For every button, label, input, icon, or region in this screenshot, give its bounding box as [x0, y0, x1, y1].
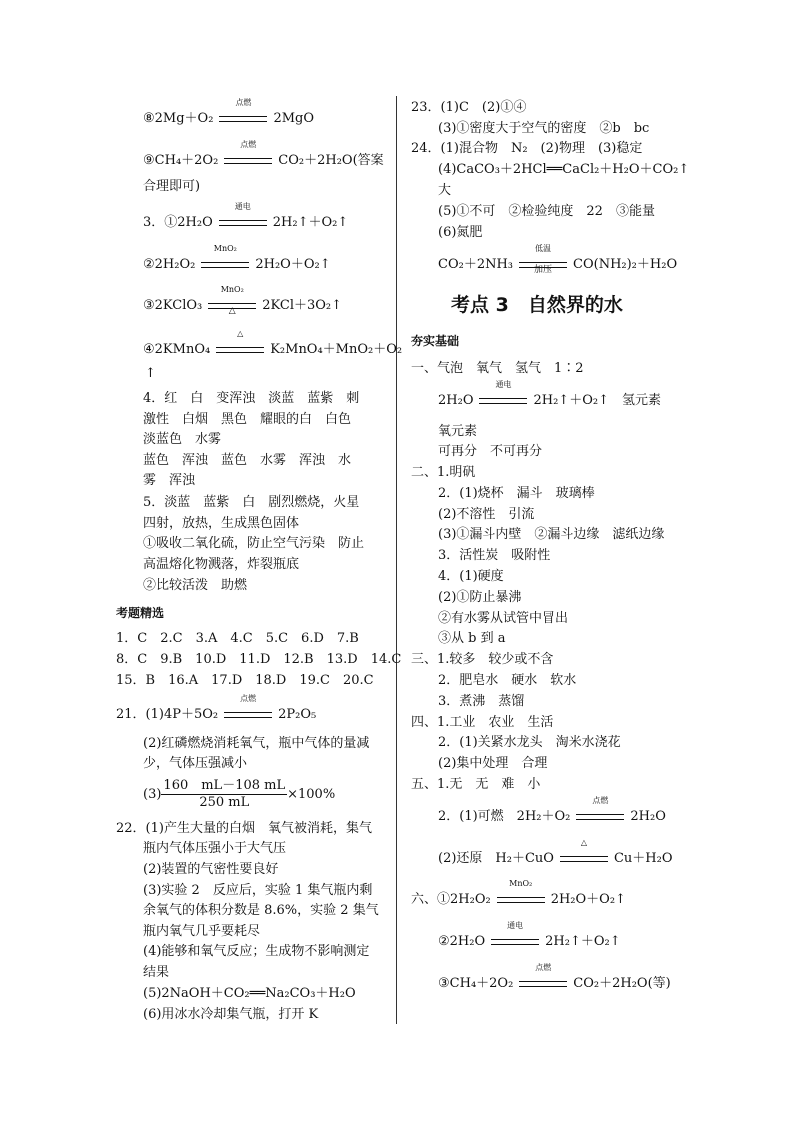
fraction: $\frac{160 mL-108 mL}{250 mL}$ — [163, 778, 286, 810]
equation-line: ②2H₂O₂ MnO₂ 2H₂O＋O₂↑ — [143, 244, 331, 272]
text-line: 五、1.无 无 难 小 — [411, 777, 541, 792]
text-line: (4)CaCO₃＋2HCl══CaCl₂＋H₂O＋CO₂↑ — [438, 162, 690, 177]
text-line: 少，气体压强减小 — [143, 756, 248, 771]
text-line: 3．活性炭 吸附性 — [438, 548, 551, 563]
text-line: (3)①密度大于空气的密度 ②b bc — [438, 121, 650, 136]
equation-line: ③CH₄＋2O₂ 点燃 CO₂＋2H₂O(等) — [438, 963, 671, 991]
text-line: 大 — [438, 183, 452, 198]
text-line: 一、气泡 氧气 氢气 1∶2 — [411, 361, 584, 376]
text-line: 结果 — [143, 965, 170, 980]
section-heading: 夯实基础 — [411, 334, 460, 348]
equation-line: 21．(1)4P＋5O₂ 点燃 2P₂O₅ — [116, 694, 317, 722]
text-line: (6)用冰水冷却集气瓶，打开 K — [143, 1007, 319, 1022]
text-line: 瓶内氧气几乎要耗尽 — [143, 924, 261, 939]
equation-line: ⑨CH₄＋2O₂ 点燃 CO₂＋2H₂O(答案 — [143, 140, 384, 168]
answer-row: 8．C 9.B 10.D 11.D 12.B 13.D 14.C — [116, 652, 402, 667]
text-line: 合理即可) — [143, 179, 201, 194]
text-line: ↑ — [145, 366, 156, 381]
text-line: ②比较活泼 助燃 — [143, 578, 248, 593]
text-line: ②有水雾从试管中冒出 — [438, 611, 569, 626]
text-line: (2)装置的气密性要良好 — [143, 862, 279, 877]
text-line: 瓶内气体压强小于大气压 — [143, 841, 287, 856]
text-line: 二、1.明矾 — [411, 465, 476, 480]
text-line: 蓝色 浑浊 蓝色 水雾 浑浊 水 — [143, 453, 352, 468]
equation-line: ③2KClO₃ MnO₂ △ 2KCl＋3O₂↑ — [143, 285, 343, 316]
text-line: 可再分 不可再分 — [438, 444, 543, 459]
section-heading: 考题精选 — [116, 606, 165, 620]
text-line: 雾 浑浊 — [143, 473, 196, 488]
equation-line: ④2KMnO₄ △ K₂MnO₄＋MnO₂＋O₂ — [143, 329, 403, 357]
text-line: (3)实验 2 反应后，实验 1 集气瓶内剩 — [143, 883, 373, 898]
fraction-line: (3) $\frac{160 mL-108 mL}{250 mL}$ ×100% — [143, 778, 336, 810]
column-divider — [396, 96, 397, 1024]
text-line: 3．煮沸 蒸馏 — [438, 694, 525, 709]
text-line: (2)①防止暴沸 — [438, 590, 522, 605]
equation-line: 六、①2H₂O₂ MnO₂ 2H₂O＋O₂↑ — [411, 879, 626, 907]
text-line: 四、1.工业 农业 生活 — [411, 715, 554, 730]
text-line: (5)2NaOH＋CO₂══Na₂CO₃＋H₂O — [143, 986, 356, 1001]
equation-line: 2．(1)可燃 2H₂＋O₂ 点燃 2H₂O — [438, 796, 666, 824]
text-line: (5)①不可 ②检验纯度 22 ③能量 — [438, 204, 655, 219]
answer-row: 1．C 2.C 3.A 4.C 5.C 6.D 7.B — [116, 631, 359, 646]
text-line: 2．肥皂水 硬水 软水 — [438, 673, 577, 688]
text-line: (3)①漏斗内壁 ②漏斗边缘 滤纸边缘 — [438, 527, 665, 542]
text-line: 5．淡蓝 蓝紫 白 剧烈燃烧，火星 — [143, 495, 360, 510]
text-line: (4)能够和氧气反应；生成物不影响测定 — [143, 944, 370, 959]
text-line: 余氧气的体积分数是 8.6%，实验 2 集气 — [143, 903, 379, 918]
text-line: 2．(1)烧杯 漏斗 玻璃棒 — [438, 486, 595, 501]
text-line: 高温熔化物溅落，炸裂瓶底 — [143, 557, 300, 572]
equation-line: ②2H₂O 通电 2H₂↑＋O₂↑ — [438, 921, 621, 949]
text-line: 4．(1)硬度 — [438, 569, 504, 584]
text-line: (2)红磷燃烧消耗氧气，瓶中气体的量减 — [143, 736, 370, 751]
text-line: 2．(1)关紧水龙头 淘米水浇花 — [438, 735, 621, 750]
text-line: (2)不溶性 引流 — [438, 507, 535, 522]
text-line: ③从 b 到 a — [438, 631, 506, 646]
text-line: 三、1.较多 较少或不含 — [411, 652, 554, 667]
text-line: 氧元素 — [438, 424, 478, 439]
text-line: ①吸收二氧化硫，防止空气污染 防止 — [143, 536, 365, 551]
equation-line: 3．①2H₂O 通电 2H₂↑＋O₂↑ — [143, 202, 349, 230]
section-title: 考点 3 自然界的水 — [451, 294, 623, 316]
text-line: 四射，放热，生成黑色固体 — [143, 516, 300, 531]
text-line: 22．(1)产生大量的白烟 氧气被消耗，集气 — [116, 821, 372, 836]
text-line: (2)集中处理 合理 — [438, 756, 548, 771]
text-line: 淡蓝色 水雾 — [143, 432, 222, 447]
equation-line: CO₂＋2NH₃ 低温 加压 CO(NH₂)₂＋H₂O — [438, 244, 678, 275]
equation-line: (2)还原 H₂＋CuO △ Cu＋H₂O — [438, 838, 673, 866]
answer-row: 15．B 16.A 17.D 18.D 19.C 20.C — [116, 673, 374, 688]
text-line: 23．(1)C (2)①④ — [411, 100, 527, 115]
equation-line: ⑧2Mg＋O₂ 点燃 2MgO — [143, 98, 314, 126]
text-line: 激性 白烟 黑色 耀眼的白 白色 — [143, 412, 352, 427]
text-line: 24．(1)混合物 N₂ (2)物理 (3)稳定 — [411, 141, 643, 156]
equation-line: 2H₂O 通电 2H₂↑＋O₂↑ 氢元素 — [438, 380, 661, 408]
text-line: 4．红 白 变浑浊 淡蓝 蓝紫 刺 — [143, 391, 360, 406]
text-line: (6)氮肥 — [438, 225, 483, 240]
